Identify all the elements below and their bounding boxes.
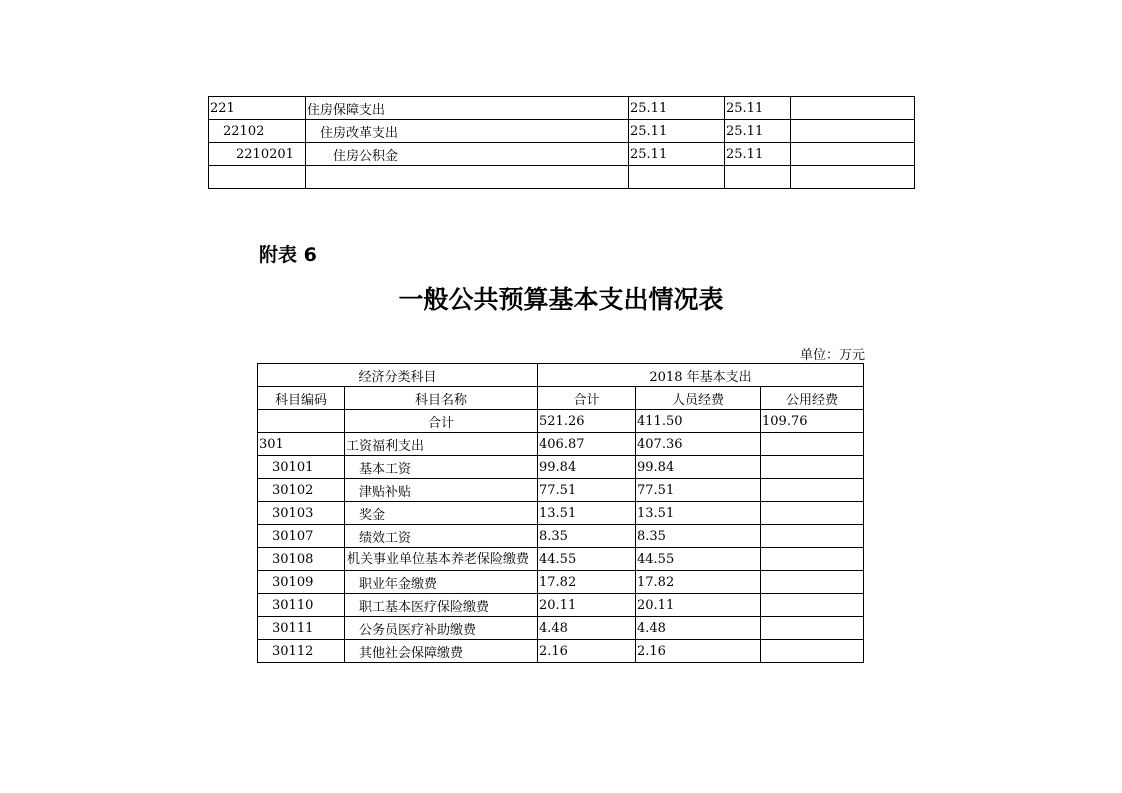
public-cell [761,617,864,640]
total-label: 合计 [345,410,538,433]
code-cell: 30107 [258,525,345,548]
total-cell: 4.48 [538,617,636,640]
public-cell [761,456,864,479]
total-cell: 77.51 [538,479,636,502]
personnel-cell: 77.51 [636,479,761,502]
public-cell [791,97,915,120]
name-cell: 住房改革支出 [306,120,629,143]
name-cell: 机关事业单位基本养老保险缴费 [345,548,538,571]
code-cell: 301 [258,433,345,456]
total-cell: 17.82 [538,571,636,594]
name-cell: 住房保障支出 [306,97,629,120]
table-row [258,548,864,571]
code-cell: 30108 [258,548,345,571]
unit-label: 单位：万元 [799,348,865,363]
header-row [258,387,864,410]
header-code: 科目编码 [258,387,345,410]
public-cell [761,433,864,456]
personnel-cell: 25.11 [725,97,791,120]
header-2018-basic-expenditure: 2018 年基本支出 [538,364,864,387]
personnel-cell: 411.50 [636,410,761,433]
total-cell: 406.87 [538,433,636,456]
personnel-cell: 2.16 [636,640,761,663]
table-row [209,97,915,120]
public-cell [791,143,915,166]
personnel-cell: 20.11 [636,594,761,617]
total-cell: 8.35 [538,525,636,548]
table-row [258,502,864,525]
code-cell: 221 [209,97,306,120]
table-row [258,479,864,502]
name-cell: 职工基本医疗保险缴费 [345,594,538,617]
header-name: 科目名称 [345,387,538,410]
table-row [209,120,915,143]
public-cell [761,594,864,617]
header-public: 公用经费 [761,387,864,410]
personnel-cell: 4.48 [636,617,761,640]
code-cell: 30109 [258,571,345,594]
code-cell: 30102 [258,479,345,502]
table-row [258,594,864,617]
name-cell: 公务员医疗补助缴费 [345,617,538,640]
code-cell: 2210201 [209,143,306,166]
total-cell: 25.11 [629,143,725,166]
code-cell: 30103 [258,502,345,525]
name-cell: 绩效工资 [345,525,538,548]
basic-expenditure-table [257,363,864,663]
total-cell: 25.11 [629,97,725,120]
personnel-cell: 17.82 [636,571,761,594]
personnel-cell: 44.55 [636,548,761,571]
personnel-cell: 13.51 [636,502,761,525]
public-cell [761,548,864,571]
table-row [209,166,915,189]
name-cell: 职业年金缴费 [345,571,538,594]
public-cell [761,479,864,502]
header-economic-classification: 经济分类科目 [258,364,538,387]
total-cell: 521.26 [538,410,636,433]
table-row [258,571,864,594]
header-personnel: 人员经费 [636,387,761,410]
total-row [258,410,864,433]
table-row [258,640,864,663]
page-title: 一般公共预算基本支出情况表 [398,285,724,314]
code-cell: 30111 [258,617,345,640]
name-cell: 工资福利支出 [345,433,538,456]
personnel-cell: 25.11 [725,143,791,166]
total-cell: 99.84 [538,456,636,479]
table-row [258,456,864,479]
public-cell [761,640,864,663]
header-row [258,364,864,387]
personnel-cell: 8.35 [636,525,761,548]
total-cell: 25.11 [629,120,725,143]
public-cell [761,502,864,525]
code-cell: 30101 [258,456,345,479]
personnel-cell: 25.11 [725,120,791,143]
code-cell: 22102 [209,120,306,143]
public-cell: 109.76 [761,410,864,433]
table-row [258,617,864,640]
table-row [258,525,864,548]
name-cell: 奖金 [345,502,538,525]
personnel-cell: 99.84 [636,456,761,479]
appendix-label: 附表 6 [259,244,317,266]
table-row [209,143,915,166]
code-cell: 30110 [258,594,345,617]
housing-expense-table [208,96,915,189]
name-cell: 其他社会保障缴费 [345,640,538,663]
header-total: 合计 [538,387,636,410]
public-cell [791,120,915,143]
public-cell [761,571,864,594]
total-cell: 2.16 [538,640,636,663]
table-row [258,433,864,456]
total-cell: 20.11 [538,594,636,617]
name-cell: 住房公积金 [306,143,629,166]
total-cell: 13.51 [538,502,636,525]
public-cell [761,525,864,548]
name-cell: 津贴补贴 [345,479,538,502]
total-cell: 44.55 [538,548,636,571]
code-cell: 30112 [258,640,345,663]
personnel-cell: 407.36 [636,433,761,456]
name-cell: 基本工资 [345,456,538,479]
